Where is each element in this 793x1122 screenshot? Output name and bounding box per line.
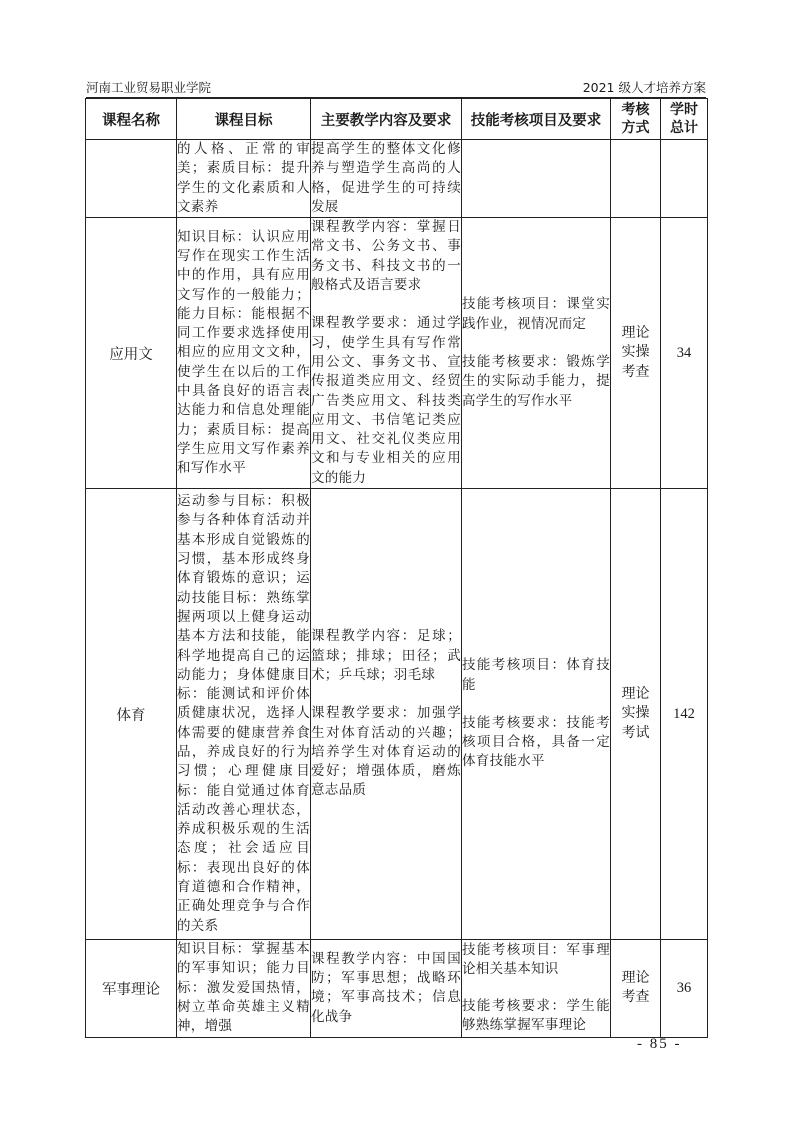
skill-cell	[462, 140, 611, 218]
skill-paragraph: 技能考核项目：课堂实践作业，视情况而定	[462, 296, 610, 332]
content-paragraph: 课程教学要求：加强学生对体育活动的兴趣；培养学生对体育运动的爱好；增强体质，磨炼意志品质	[311, 705, 461, 799]
course-goal-cell: 的人格、正常的审美；素质目标：提升学生的文化素质和人文素养	[177, 140, 311, 218]
col-header-course-goal: 课程目标	[177, 99, 311, 140]
method-label: 理论实操考试	[621, 685, 650, 741]
content-cell	[311, 218, 462, 489]
skill-paragraph: 技能考核要求：锻炼学生的实际动手能力，提高学生的写作水平	[462, 353, 610, 409]
method-label: 理论考查	[621, 969, 650, 1006]
content-paragraph: 提高学生的整体文化修养与塑造学生高尚的人格，促进学生的可持续发展	[311, 141, 461, 215]
content-cell	[311, 489, 462, 940]
paragraph-gap	[462, 980, 610, 997]
table-row	[86, 140, 708, 218]
content-paragraph: 课程教学内容：中国国防；军事思想；战略环境；军事高技术；信息化战争	[311, 950, 461, 1025]
col-header-hours-label: 学时总计	[670, 102, 698, 136]
paragraph-gap	[462, 695, 610, 714]
content-paragraph: 课程教学内容：掌握日常文书、公务文书、事务文书、科技文书的一般格式及语言要求	[311, 219, 461, 294]
paragraph-gap	[311, 685, 461, 704]
skill-cell	[462, 489, 611, 940]
col-header-method	[611, 99, 661, 140]
hours-cell: 142	[661, 489, 708, 940]
skill-paragraph: 技能考核项目：军事理论相关基本知识	[462, 942, 610, 978]
page-number: - 85 -	[637, 1036, 682, 1052]
paragraph-gap	[311, 295, 461, 314]
course-table	[85, 98, 708, 1038]
course-name-cell: 军事理论	[86, 940, 177, 1037]
method-cell	[611, 140, 661, 218]
content-cell	[311, 940, 462, 1037]
content-paragraph: 课程教学内容：足球；篮球；排球；田径；武术；乒乓球；羽毛球	[311, 628, 461, 683]
col-header-method-label: 考核方式	[621, 102, 650, 136]
hours-cell: 36	[661, 940, 708, 1037]
skill-cell	[462, 218, 611, 489]
course-goal-cell: 运动参与目标：积极参与各种体育活动并基本形成自觉锻炼的习惯，基本形成终身体育锻炼的意识；运动技能目标：熟练掌握两项以上健身运动基本方法和技能，能科学地提高自己的运动能力；身体健康目标：能测试和评价体质健康状况，选择人体需要的健康营养食品，养成良好的行为习惯；心理健康目标：能自觉通过体育活动改善心理状态，养成积极乐观的生活态度；社会适应目标：表现出良好的体育道德和合作精神，正确处理竞争与合作的关系	[177, 489, 311, 940]
method-cell	[611, 489, 661, 940]
skill-paragraph: 技能考核要求：技能考核项目合格，具备一定体育技能水平	[462, 714, 610, 770]
content-paragraph: 课程教学要求：通过学习，使学生具有写作常用公文、事务文书、宣传报道类应用文、经贸广告类应用文、科技类应用文、书信笔记类应用文、社交礼仪类应用文和与专业相关的应用文的能力	[311, 315, 461, 486]
method-label: 理论实操考查	[621, 324, 650, 380]
course-goal-cell: 知识目标：认识应用写作在现实工作生活中的作用，具有应用文写作的一般能力；能力目标：能根据不同工作要求选择使用相应的应用文文种，使学生在以后的工作中具备良好的语言表达能力和信息处理能力；素质目标：提高学生应用文写作素养和写作水平	[177, 218, 311, 489]
method-cell	[611, 218, 661, 489]
method-cell	[611, 940, 661, 1037]
course-goal-cell: 知识目标：掌握基本的军事知识；能力目标：激发爱国热情，树立革命英雄主义精神，增强	[177, 940, 311, 1037]
course-name-cell	[86, 140, 177, 218]
content-cell	[311, 140, 462, 218]
header-school: 河南工业贸易职业学院	[86, 80, 212, 95]
col-header-course-name: 课程名称	[86, 99, 177, 140]
hours-cell	[661, 140, 708, 218]
col-header-skill-assessment: 技能考核项目及要求	[462, 99, 611, 140]
table-row	[86, 940, 708, 1037]
skill-paragraph: 技能考核要求：学生能够熟练掌握军事理论	[462, 997, 610, 1034]
table-header-row	[86, 99, 708, 140]
col-header-hours	[661, 99, 708, 140]
course-name-cell: 应用文	[86, 218, 177, 489]
col-header-content: 主要教学内容及要求	[311, 99, 462, 140]
page-header	[86, 76, 706, 96]
course-name-cell: 体育	[86, 489, 177, 940]
table-row	[86, 489, 708, 940]
skill-paragraph: 技能考核项目：体育技能	[462, 657, 610, 693]
table-row	[86, 218, 708, 489]
header-document-title: 2021 级人才培养方案	[582, 80, 706, 95]
skill-cell	[462, 940, 611, 1037]
hours-cell: 34	[661, 218, 708, 489]
paragraph-gap	[462, 334, 610, 353]
